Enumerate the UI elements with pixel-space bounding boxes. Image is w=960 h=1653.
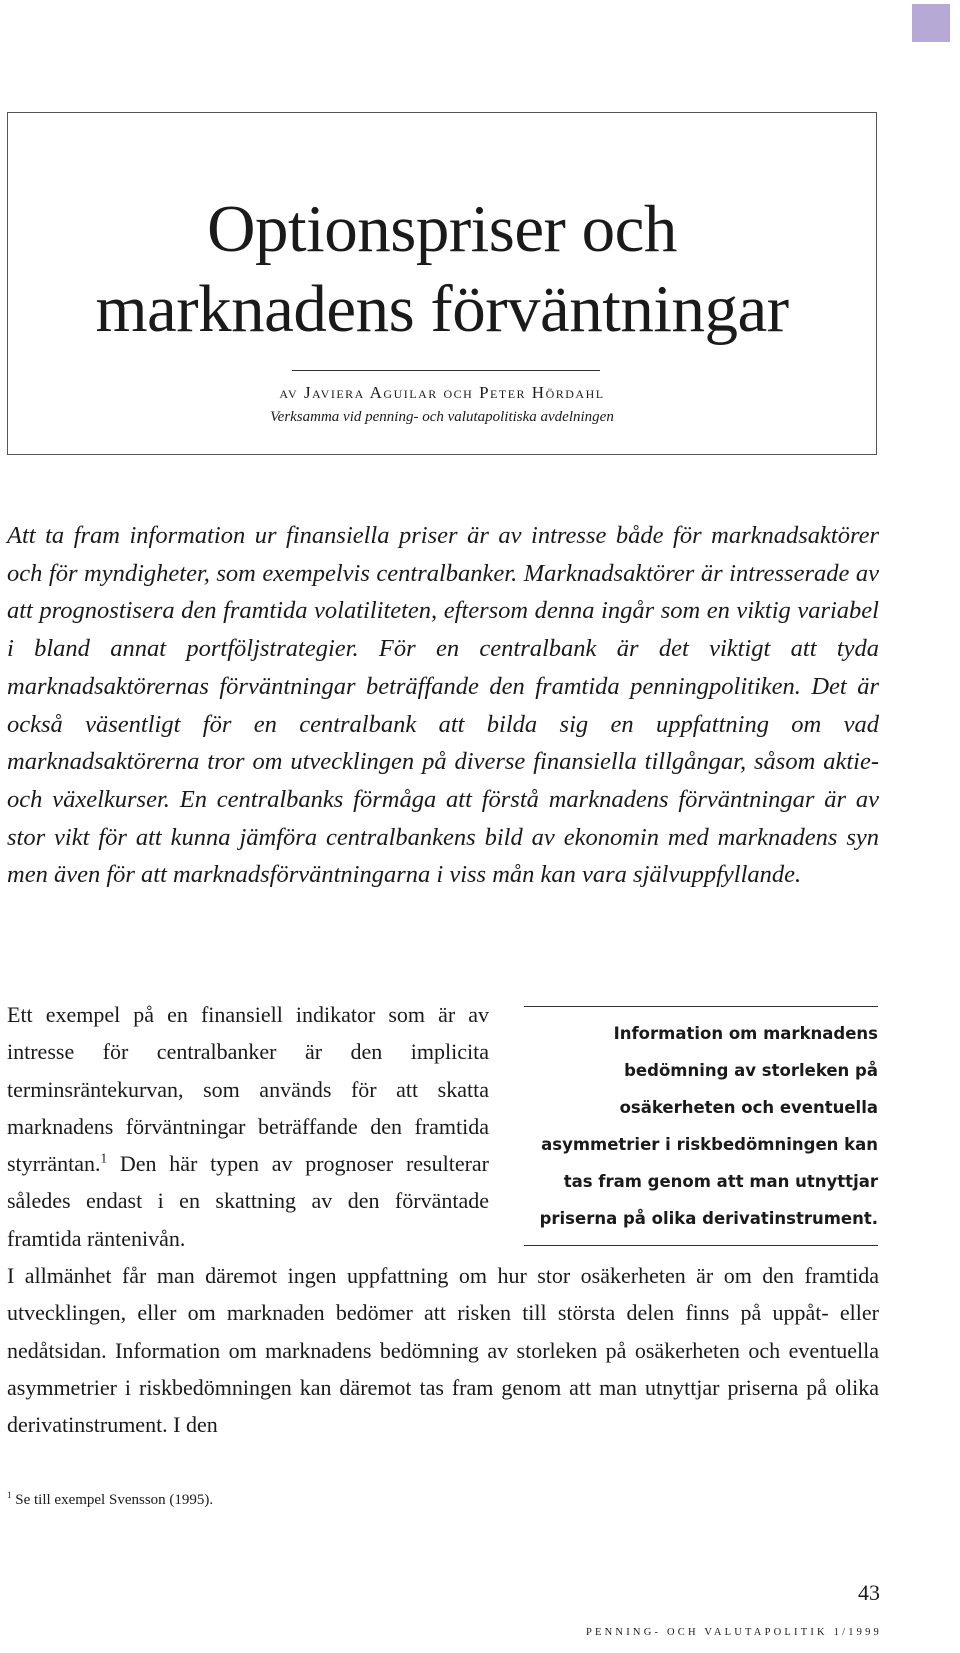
body-text-part-1: Ett exempel på en finansiell indikator som är av intresse för centralbanker är den implicita terminsräntekurvan, som används för att skatta marknadens förväntningar beträffande den framtida styrräntan.	[7, 1002, 489, 1177]
title-line-2: marknadens förväntningar	[95, 272, 789, 346]
title-divider	[292, 370, 600, 371]
pull-quote-line: asymmetrier i riskbedömningen kan	[541, 1135, 878, 1154]
footnote-reference: 1	[100, 1150, 108, 1166]
pull-quote-line: tas fram genom att man utnyttjar	[563, 1172, 878, 1191]
author-byline: av Javiera Aguilar och Peter Hördahl	[279, 383, 605, 402]
title-line-1: Optionspriser och	[207, 192, 677, 266]
footnote-text: Se till exempel Svensson (1995).	[11, 1492, 214, 1508]
accent-square	[912, 4, 950, 42]
body-paragraph-full: I allmänhet får man däremot ingen uppfattning om hur stor osäkerheten är om den framtida utvecklingen, eller om marknaden bedömer att risken till största delen finns på uppåt- eller nedåtsidan. Information om marknadens bedömning av storleken på osäkerheten och eventuella asymmetrier i riskbedömningen kan däremot tas fram genom att man utnyttjar priserna på olika derivatinstrument. I den	[7, 1263, 879, 1438]
pull-quote-line: priserna på olika derivatinstrument.	[539, 1209, 878, 1228]
article-title	[8, 189, 876, 349]
page-number: 43	[858, 1580, 880, 1605]
journal-footer: PENNING- OCH VALUTAPOLITIK 1/1999	[586, 1627, 882, 1638]
footnote-marker: 1	[7, 1490, 12, 1500]
body-paragraph-column	[7, 996, 489, 1257]
abstract: Att ta fram information ur finansiella priser är av intresse både för marknadsaktörer och för myndigheter, som exempelvis centralbanker. Marknadsaktörer är intresserade av att prognostisera den framtida volatiliteten, eftersom denna ingår som en viktig variabel i bland annat portföljstrategier. För en centralbank är det viktigt att tyda marknadsaktörernas förväntningar beträffande den framtida penningpolitiken. Det är också väsentligt för en centralbank att bilda sig en uppfattning om vad marknadsaktörerna tror om utvecklingen på diverse finansiella tillgångar, såsom aktie- och växelkurser. En centralbanks förmåga att förstå marknadens förväntningar är av stor vikt för att kunna jämföra centralbankens bild av ekonomin med marknadens syn men även för att marknadsförväntningarna i viss mån kan vara självuppfyllande.	[7, 522, 879, 889]
pull-quote-line: osäkerheten och eventuella	[619, 1098, 878, 1117]
pull-quote	[524, 1006, 878, 1246]
footnote	[7, 1492, 213, 1509]
author-affiliation: Verksamma vid penning- och valutapolitiska avdelningen	[270, 409, 614, 425]
body-text-part-2: Den här typen av prognoser resulterar således endast i en skattning av den förväntade framtida räntenivån.	[7, 1151, 489, 1251]
pull-quote-line: bedömning av storleken på	[624, 1061, 878, 1080]
title-box	[7, 112, 877, 455]
pull-quote-line: Information om marknadens	[613, 1024, 878, 1043]
